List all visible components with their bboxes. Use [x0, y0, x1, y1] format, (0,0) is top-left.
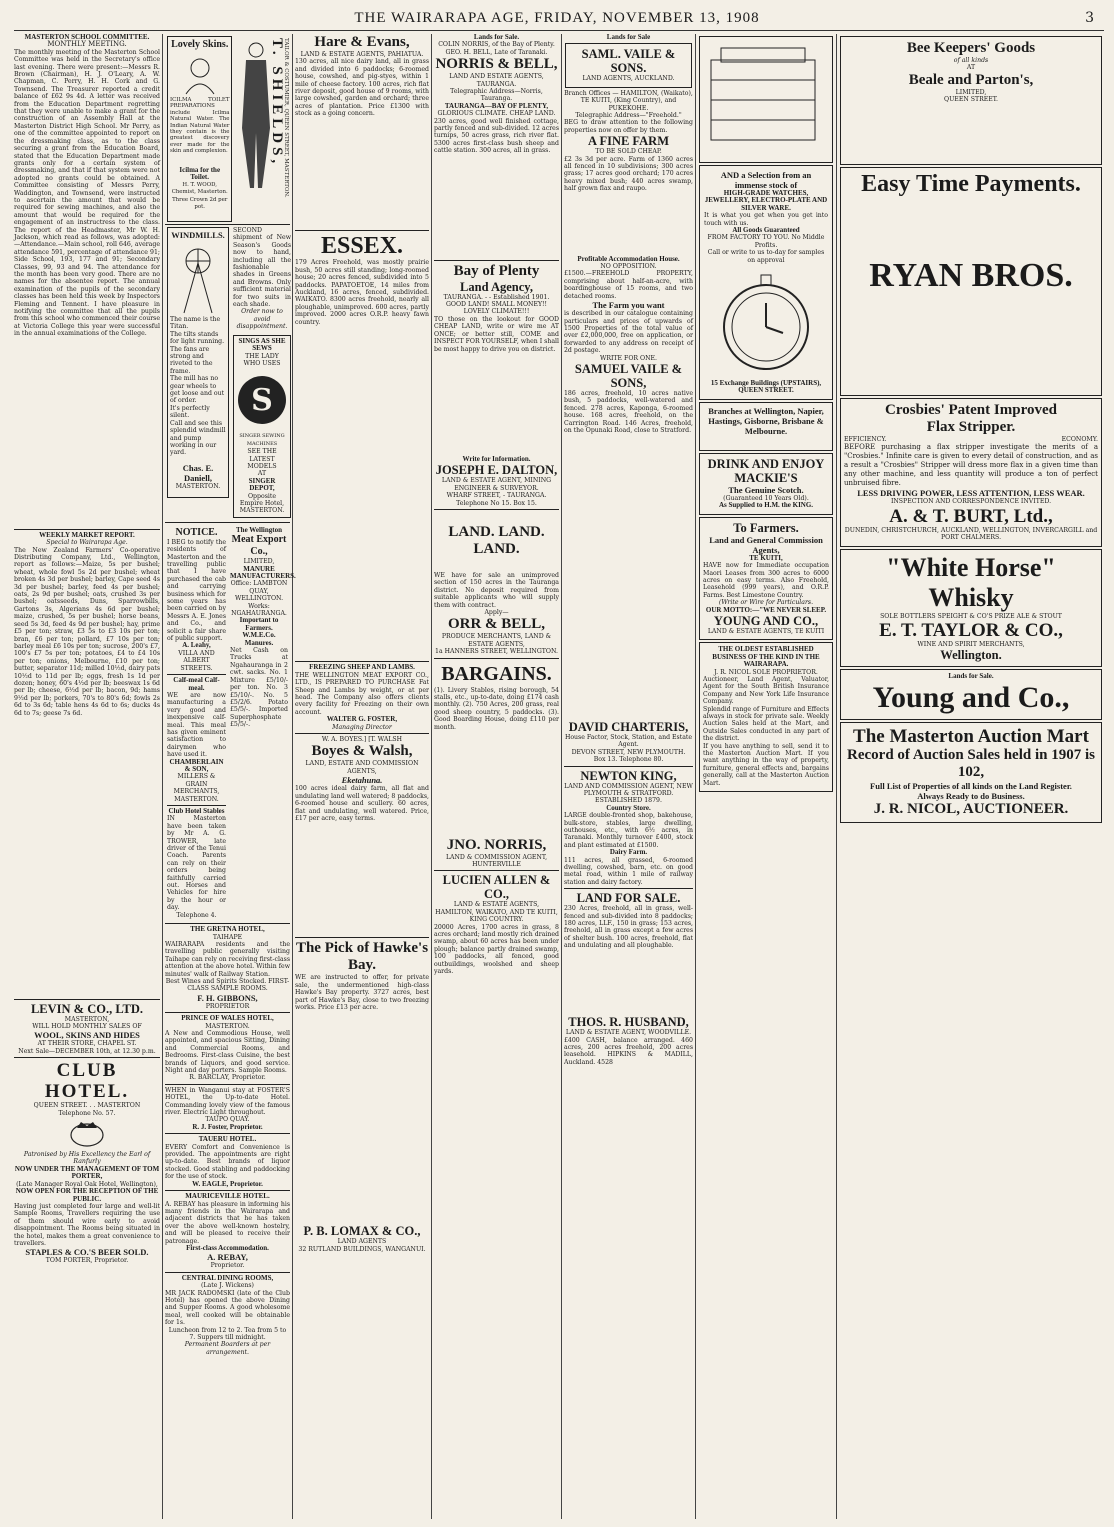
auction-mart-record-body: Splendid range of Furniture and Effects always in stock for private sale. Weekly Auction Sales held at the Mart, and Outside Sales conducted in any part of the district. [703, 705, 829, 743]
lomax-title: P. B. LOMAX & CO., [303, 1224, 421, 1239]
singer-logo-icon [236, 370, 288, 430]
column-rule [561, 34, 562, 1519]
orr-bell-address: 1a HANNERS STREET, WELLINGTON. [435, 648, 558, 656]
gretna-proprietor-title: PROPRIETOR [205, 1002, 250, 1010]
young-co-sub-2: LAND & ESTATE AGENTS, TE KUITI [707, 627, 825, 635]
newton-king-title: NEWTON KING, [580, 768, 677, 783]
calf-meal-sub: MILLERS & GRAIN MERCHANTS, MASTERTON. [173, 773, 220, 803]
mackies: MACKIE'S [734, 470, 798, 485]
orr-bell-apply: Apply— [484, 608, 509, 616]
crosbie-body: BEFORE purchasing a flax stripper investigate the merits of a "Crosbies." Infinite care is given to every detail of construction, and as a result a "Crosbies" Stripper will dress more flax in a given time than any other machine, and less quantity will produce a ton of perfect unbruised fibre. [844, 443, 1098, 488]
pow-title: PRINCE OF WALES HOTEL, [181, 1014, 274, 1023]
accommodation-title: Profitable Accommodation House. [577, 254, 680, 263]
tauranga-body: 230 acres, good well finished cottage, partly fenced and sub-divided. 12 acres turnips, 50 acres grass, rich river flat. 5300 acres first-class bush sheep and cattle station. 300 acres, all in grass. [434, 117, 559, 155]
boyes-walsh-title: Boyes & Walsh, [311, 743, 413, 760]
column-rule [695, 34, 696, 1519]
lady-portrait-icon [172, 54, 228, 94]
vaile-listings: 186 acres, freehold, 10 acres native bush, 5 paddocks, well-watered and fenced. 278 acres, Kaponga, 6-roomed house. 168 acres, freehold, on the Carrington Road. 146 Acres, freehold, on the Opunaki Road, close to Stratford. [564, 389, 693, 434]
market-subhead: Special to Wairarapa Age. [46, 539, 128, 547]
vaile-sub: LAND AGENTS, AUCKLAND. [582, 75, 675, 83]
icilma-ad [167, 36, 232, 222]
genuine-scotch: The Genuine Scotch. [728, 484, 804, 495]
lucien-allen-body: 20000 Acres, 1700 acres in grass, 8 acres orchard; land mostly rich drained swamp, about 60 acres has been under plough; balance partly drained swamp, 100 paddocks, all fenced, good outbuildings, woolshed and sheep yards. [434, 923, 559, 976]
bay-of-plenty-body: TO those on the lookout for GOOD CHEAP LAND, write or wire me AT ONCE; or better still, COME and INSPECT FOR YOURSELF, when I shall be most happy to drive you on district. [434, 315, 559, 353]
norris-bell-tel: Telegraphic Address—Norris, Tauranga. [450, 88, 543, 103]
mauriceville-body: A. REBAY has pleasure in informing his many friends in the Wairarapa and adjacent districts that he has taken over the above well-known hostelry, and will be pleased to receive their patronage. [165, 1200, 290, 1245]
fine-farm-title: A FINE FARM [587, 134, 669, 149]
vaile-branches: Branch Offices — HAMILTON, (Waikato), TE KUITI, (King Country), and PUKEKOHE. [564, 89, 693, 112]
land-land-land-title: LAND. LAND. LAND. [448, 523, 545, 557]
windmills-line: It's perfectly silent. [170, 404, 210, 420]
masthead-rule [14, 30, 1104, 31]
windmills-title: WINDMILLS. [171, 230, 225, 240]
svg-text:S: S [251, 383, 273, 419]
calf-meal-firm: CHAMBERLAIN & SON, [169, 757, 224, 773]
young-co-motto: OUR MOTTO:—"WE NEVER SLEEP. [705, 605, 827, 614]
stables-body: IN Masterton have been taken by Mr A. G. TROWER, late driver of the Tenui Coach. Parents can rely on their orders being faithfully carried out. Horses and Vehicles for hire by the hour or day. [167, 815, 226, 912]
masthead [0, 0, 1114, 28]
young-co-title-2: YOUNG AND CO., [713, 613, 819, 628]
dining-boarders: Permanent Boarders at per arrangement. [184, 1341, 271, 1356]
crosbie-economy: ECONOMY. [1061, 436, 1098, 443]
freezing-title: FREEZING SHEEP AND LAMBS. [309, 663, 415, 672]
club-hotel-open: NOW OPEN FOR THE RECEPTION OF THE PUBLIC. [15, 1187, 159, 1203]
club-hotel-management: NOW UNDER THE MANAGEMENT OF TOM PORTER, [14, 1164, 160, 1181]
singer-address: Opposite Empire Hotel, MASTERTON. [239, 492, 285, 515]
club-hotel-previous: (Late Manager Royal Oak Hotel, Wellington), [16, 1180, 158, 1188]
lomax-address: 32 RUTLAND BUILDINGS, WANGANUI. [298, 1245, 426, 1253]
gretna-proprietor: F. H. GIBBONS, [197, 992, 258, 1003]
hare-evans-body: 130 acres, all nice dairy land, all in grass and divided into 6 paddocks; 6-roomed house, cowshed, and pig-styes, within 1 mile of cheese factory. 100 acres, rich flat river deposit, good house of 9 rooms, with large cowshed, garden and orchard; three acres of plantation. Price £1300 with stock as a going concern. [295, 58, 429, 118]
shields-body: SECOND shipment of New Season's Goods now to hand, including all the fashionable shades in Greens and Browns. Only sufficient material for two suits in each shade. [233, 227, 291, 309]
club-hotel-body: Having just completed four large and well-lit Sample Rooms, Travellers requiring the use of them should wire early to avoid disappointment. The Rooms being situated in the hotel, makes them a great convenience to travellers. [14, 1202, 160, 1247]
meat-export-manure: MANURE MANUFACTURERS. [230, 564, 296, 580]
essex-body: 179 Acres Freehold, was mostly prairie bush, 50 acres still standing; long-roomed house; 20 acres fenced, subdivided into 5 paddocks. PAPATOETOE, 14 miles from Auckland, 16 acres, fenced, subdivided. WAIKATO. 8300 acres freehold, nearly all ploughable, unimproved. 600 acres, partly improved. 2000 acres O.R.P. heavy fawn country. [295, 259, 429, 326]
levin-line: WILL HOLD MONTHLY SALES OF [32, 1023, 142, 1031]
club-hotel-title: CLUB HOTEL. [44, 1060, 130, 1103]
windmills-ad [167, 227, 229, 498]
column-rule [836, 34, 837, 1519]
newton-king-established: ESTABLISHED 1879. [595, 797, 662, 805]
guaranteed-age: (Guaranteed 10 Years Old). [723, 494, 809, 502]
column-4 [434, 34, 559, 1519]
shields-subtitle: TAILOR & COSTUMIER, QUEEN STREET, MASTERTON. [283, 38, 289, 198]
freezing-body: THE WELLINGTON MEAT EXPORT CO., LTD., IS PREPARED TO PURCHASE Fat Sheep and Lambs by weight, or at per head. The Company also offers clients every facility for Freezing on their own account. [295, 671, 429, 716]
husband-sub: LAND & ESTATE AGENT, WOODVILLE. [565, 1029, 692, 1037]
charteris-tel: Box 13. Telephone 80. [593, 756, 664, 764]
farm-you-want-body: is described in our catalogue containing particulars and prices of upwards of 1500 Properties of the total value of over £2,000,000, free on application, or forwarded to any address on receipt of 2d postage. [564, 310, 693, 355]
white-horse-whisky: "White Horse" Whisky [886, 552, 1056, 612]
burt-address: DUNEDIN, CHRISTCHURCH, AUCKLAND, WELLINGTON, INVERCARGILL and PORT CHALMERS. [844, 526, 1098, 542]
dalton-sub: LAND & ESTATE AGENT, MINING ENGINEER & SURVEYOR. [441, 477, 552, 492]
taueru-proprietor: W. EAGLE, Proprietor. [192, 1179, 263, 1188]
dining-body: MR JACK RADOMSKI (late of the Club Hotel) has opened the above Dining and Supper Rooms. A good wholesome meal, well cooked will be obtainable for 1s. [165, 1289, 290, 1327]
easy-time-guarantee: All Goods Guaranteed [732, 226, 800, 235]
charteris-sub: House Factor, Stock, Station, and Estate Agent. [564, 733, 693, 749]
young-co-body: HAVE now for Immediate occupation Maori Leases from 300 acres to 6000 acres on easy terms. Also Freehold, Leasehold (999 years), and O.R.P. Farms. Best Limestone Country. [703, 562, 829, 599]
wmeco-manures: W.M.E.Co. Manures. [242, 631, 276, 647]
hare-evans-title: Hare & Evans, [314, 34, 410, 50]
bay-of-plenty-agency: Land Agency, [460, 279, 533, 294]
bee-keepers-at: AT [966, 64, 976, 72]
sole-bottlers: SOLE BOTTLERS SPEIGHT & CO'S PRIZE ALE & STOUT [880, 612, 1062, 620]
notice-title: NOTICE. [175, 526, 218, 538]
mauriceville-proprietor-title: Proprietor. [210, 1262, 245, 1270]
young-co-write: (Write or Wire for Particulars. [718, 599, 814, 607]
auction-mart-body: Auctioneer, Land Agent, Valuator, Agent for the South British Insurance Company and New York Life Insurance Company. [703, 675, 829, 706]
foster-proprietor: R. J. Foster, Proprietor. [192, 1122, 263, 1131]
royal-crest-icon [67, 1120, 107, 1148]
club-hotel-phone: Telephone No. 57. [58, 1109, 116, 1117]
dairy-farm-body: 111 acres, all grassed, 6-roomed dwelling, cowshed, barn, etc. on good metal road, within 1 mile of railway station and dairy factory. [564, 856, 693, 886]
taylor-place: Wellington. [940, 648, 1002, 663]
lucien-allen-title: LUCIEN ALLEN & CO., [442, 873, 551, 902]
auction-mart-sub: THE OLDEST ESTABLISHED BUSINESS OF THE KIND IN THE WAIRARAPA. [712, 645, 820, 669]
taueru-title: TAUERU HOTEL. [198, 1135, 257, 1144]
dining-sub: (Late J. Wickens) [201, 1282, 254, 1290]
club-hotel-street: QUEEN STREET. . . MASTERTON [33, 1102, 141, 1110]
notice-body: I BEG to notify the residents of Masterton and the travelling public that I have purchased the cab and carrying business which for some years has been carried on by Messrs A. E. Jones and Co., and solicit a fair share of public support. [167, 538, 227, 643]
windmills-firm: Chas. E. Daniell, [182, 462, 214, 483]
hipkins-ad-2: £400 CASH, balance arranged. 460 acres, 200 acres freehold, 200 acres leasehold. HIPKINS & MADILL, Auckland. 4528 [564, 1036, 693, 1066]
beale-parton-street: QUEEN STREET. [944, 96, 998, 104]
auction-mart-list-body: If you have anything to sell, send it to the Masterton Auction Mart. If you want anything in the way of property, furniture, general effects and, bargains generally, call at the Masterton Auction Mart. [703, 742, 829, 787]
auction-mart-proprietor: J. R. NICOL SOLE PROPRIETOR. [714, 668, 818, 676]
bargains-body: (1). Livery Stables, rising borough, 54 stalls, etc., up-to-date, doing £174 cash monthly. (2). 750 Acres, 200 grass, real good sheep country, 5 paddocks. (3). Good Boarding House, doing £110 per month. [434, 686, 559, 731]
gretna-place: TAIHAPE [212, 933, 243, 941]
fine-farm-body: £2 3s 3d per acre. Farm of 1360 acres all fenced in 10 subdivisions; 300 acres grass; 17 acres good orchard; 170 acres heavy mixed bush; 440 acres swamp, half grown flax and raupo. [564, 155, 693, 193]
windmills-line: The fans are strong and riveted to the frame. [170, 345, 213, 375]
column-1 [14, 34, 160, 1519]
meat-export-limited: LIMITED, [243, 558, 275, 566]
crosbie-inspection: INSPECTION AND CORRESPONDENCE INVITED. [890, 498, 1052, 506]
windmills-place: MASTERTON. [175, 482, 221, 490]
young-co-sub: Land and General Commission Agents, [709, 534, 823, 555]
icilma-brand: Icilma for the Toilet. [179, 166, 221, 182]
gretna-title: THE GRETNA HOTEL, [190, 925, 265, 934]
bay-of-plenty-title: Bay of Plenty [453, 262, 540, 279]
levin-next-sale: Next Sale—DECEMBER 10th, at 12.30 p.m. [18, 1047, 156, 1055]
crosbie-less-power: LESS DRIVING POWER, LESS ATTENTION, LESS WEAR. [857, 488, 1085, 499]
lands-for-sale-header-2: Lands for Sale [606, 33, 651, 41]
column-3 [295, 34, 429, 1519]
auction-mart-title: The Masterton Auction Mart [853, 725, 1089, 747]
column-rule [431, 34, 432, 1519]
column-6 [698, 34, 834, 1519]
crosbie-title: Crosbies' Patent Improved [885, 402, 1057, 418]
newspaper-title: THE WAIRARAPA AGE, FRIDAY, NOVEMBER 13, 1908 [354, 10, 760, 26]
charteris-title: DAVID CHARTERIS, [568, 719, 689, 734]
levin-goods: WOOL, SKINS AND HIDES [34, 1030, 140, 1041]
ryan-bros-title: RYAN BROS. [869, 257, 1073, 294]
lands-for-sale-header: Lands for Sale. [473, 33, 520, 41]
jno-norris-sub: LAND & COMMISSION AGENT, [445, 853, 548, 861]
pocket-watch-icon [711, 267, 821, 377]
orr-bell-title: ORR & BELL, [447, 616, 546, 633]
dining-title: CENTRAL DINING ROOMS, [181, 1273, 274, 1282]
levin-place: MASTERTON, [64, 1015, 110, 1023]
auction-record: Record of Auction Sales held in 1907 is 102, [847, 746, 1095, 780]
norris-bell-partners: COLIN NORRIS, of the Bay of Plenty. GEO. H. BELL, Late of Taranaki. [438, 41, 555, 56]
land-for-sale-title: LAND FOR SALE. [576, 891, 681, 906]
land-for-sale-body: 230 Acres, freehold, all in grass, well-fenced and sub-divided into 8 paddocks; 180 acres, LLF., 150 in grass; 153 acres, freehold, all in grass except a few acres of shelter bush. 100 acres, freehold, flat and undulating and all ploughable. [564, 905, 693, 950]
young-co-place: TE KUITI, [749, 553, 783, 562]
manure-prices: Net Cash on Trucks at Ngahauranga in 2 cwt. sacks. No. 1 Mixture £5/10/- per ton. No. 3 £5/10/-. No. 5 £5/2/6. Potato £5/5/-. Imported Superphosphate £5/5/-. [230, 647, 288, 729]
mauriceville-proprietor: A. REBAY, [207, 1252, 248, 1263]
beale-parton-title: Beale and Parton's, [908, 71, 1034, 88]
icilma-title: Lovely Skins. [171, 39, 229, 50]
dalton-title: JOSEPH E. DALTON, [435, 463, 558, 478]
crosbie-sub: Flax Stripper. [926, 419, 1016, 435]
calf-meal-title: Calf-meal Calf-meal. [173, 676, 220, 692]
newton-king-sub: LAND AND COMMISSION AGENT, NEW PLYMOUTH & STRATFORD. [564, 782, 693, 797]
market-headline: WEEKLY MARKET REPORT. [39, 530, 135, 539]
jno-norris-place: HUNTERVILLE [472, 860, 521, 868]
tauranga-title: TAURANGA—BAY OF PLENTY, [444, 101, 549, 110]
club-hotel-beer: STAPLES & CO.'S BEER SOLD. [25, 1247, 149, 1258]
taueru-body: EVERY Comfort and Convenience is provided. The appointments are right up-to-date. Best brands of liquor stocked. Good stabling and paddocking for the use of stock. [165, 1143, 290, 1181]
ryan-address: 15 Exchange Buildings (UPSTAIRS), QUEEN STREET. [710, 379, 822, 395]
vaile-title: SAML. VAILE & SONS. [581, 47, 676, 76]
singer-subhead: THE LADY WHO USES [243, 352, 281, 367]
windmill-icon [170, 243, 226, 313]
farm-you-want: The Farm you want [592, 300, 665, 311]
calf-meal-body: WE are now manufacturing a very good and inexpensive calf-meal. This meal has given eminent satisfaction to dairymen who have used it. [167, 691, 226, 759]
bargains-title: BARGAINS. [441, 662, 552, 685]
icilma-agent: H. T. WOOD, Chemist, Masterton. Three Crown 2d per pot. [171, 181, 228, 211]
dining-times: Luncheon from 12 to 2. Tea from 5 to 7. Suppers till midnight. [168, 1326, 287, 1341]
page-number: 3 [1085, 10, 1094, 26]
jno-norris-title: JNO. NORRIS, [446, 836, 547, 853]
lomax-sub: LAND AGENTS [337, 1238, 387, 1246]
boyes-names: W. A. BOYES.] [T. WALSH [321, 736, 403, 744]
norris-bell-title: NORRIS & BELL, [435, 56, 558, 73]
freezing-role: Managing Director [332, 723, 392, 731]
always-ready: Always Ready to do Business. [917, 790, 1025, 801]
pick-hawkes-bay-body: WE are instructed to offer, for private sale, the undermentioned high-class Hawke's Bay property. 3727 acres, best part of Hawke's Bay, close to two freezing works. Price £13 per acre. [295, 974, 429, 1011]
shields-name: T. SHIELDS, [269, 38, 285, 168]
mauriceville-title: MAURICEVILLE HOTEL. [185, 1192, 270, 1201]
crosbie-efficiency: EFFICIENCY. [844, 436, 887, 443]
vaile-telegraphic: Telegraphic Address—"Freehold." [575, 112, 682, 120]
mauriceville-accom: First-class Accommodation. [186, 1243, 269, 1252]
stables-title: Club Hotel Stables [168, 807, 225, 815]
singer-ad [233, 335, 291, 518]
bay-of-plenty-good: GOOD LAND! SMALL MONEY!! LOVELY CLIMATE!!! [445, 301, 548, 316]
market-article: The New Zealand Farmers' Co-operative Distributing Company, Ltd., Wellington, report as follows:—Maize, 5s per bushel; wheat, whole fowl 5s 2d per bushel; wheat broken 4s 3d per bushel; barley, Cape seed 4s 3d per bushel; barley, feed 4s per bushel; oats, 2s 9d per bushel; oats, crushed 3s per bushel; oatsseeds, Duns, Sparrowbills, Gartons 3s, Algerians 4s 6d per bushel; maize, crushed, 5s per bushel; horse beans, seed 5s 3d, feed 4s 9d per bushel; hay, prime £5 per ton; straw, £3 5s to £3 10s per ton; bran, £6 per ton; pollard, £7 10s per ton; barley meal £6 10s per ton; sucrose, 200's £7, 100's £7 5s per ton; potatoes, £4 to £4 10s per ton; onions, Melbourne, £10 per ton; butter, separator 11d; milled 10½d, dairy pats 10½d to 11d per lb; eggs, fresh 1s 1d per dozen; honey, 60's 4½d per lb; beeswax 1s 6d per lb; cheese, 6½d per lb; bacon, 9d; hams 9½d per lb; porkers, 70's to 80's 6d; fowls 2s 6d to 3s 6d; table hens 4s 6d to 6s; ducks 4s 6d to 7s; geese 7s 6d. [14, 546, 160, 717]
gretna-wines: Best Wines and Spirits Stocked. FIRST-CLASS SAMPLE ROOMS. [165, 977, 290, 993]
easy-time-payments-title: Easy Time Payments. [861, 171, 1081, 197]
column-7 [839, 34, 1103, 1519]
young-co-title: Young and Co., [872, 680, 1070, 714]
boyes-walsh-body: 100 acres ideal dairy farm, all flat and undulating land well watered; 8 paddocks, 6-roomed house and scullery. 60 acres, flat and undulating, well watered. Price, £17 per acre, easy terms. [295, 785, 429, 822]
write-for-one: WRITE FOR ONE. [599, 354, 658, 362]
land-land-land-body: WE have for sale an unimproved section of 150 acres in the Tauranga district. No deposit required from suitable applicants who will supply them with contract. [434, 571, 559, 609]
club-hotel-patron: Patronised by His Excellency the Earl of Ranfurly [23, 1151, 151, 1166]
meat-export-office: Office: LAMBTON QUAY, WELLINGTON. Works: NGAHAURANGA. [230, 580, 288, 618]
singer-headline: SINGS AS SHE SEWS [238, 336, 286, 353]
dairy-farm-title: Dairy Farm. [609, 848, 648, 857]
vaile-title-2: SAMUEL VAILE & SONS, [574, 361, 683, 390]
stables-tel: Telephone 4. [176, 911, 217, 919]
bay-of-plenty-write: Write for Information. [462, 454, 531, 463]
pow-proprietor: R. BARCLAY, Proprietor. [189, 1074, 266, 1082]
freezing-signature: WALTER G. FOSTER, [326, 715, 398, 724]
singer-cta: SEE THE LATEST MODELS [247, 448, 277, 470]
school-subhead: MONTHLY MEETING. [47, 40, 127, 49]
singer-logo-text: SINGER SEWING MACHINES [239, 433, 285, 447]
notice-address: VILLA AND ALBERT STREETS. [178, 649, 215, 672]
boyes-walsh-sub: LAND, ESTATE AND COMMISSION AGENTS, [305, 760, 419, 775]
lucien-allen-sub: LAND & ESTATE AGENTS, HAMILTON, WAIKATO, AND TE KUITI, KING COUNTRY. [435, 901, 558, 924]
singer-at: AT [257, 470, 267, 478]
ryan-branches: Branches at Wellington, Napier, Hastings, Gisborne, Brisbane & Melbourne. [708, 405, 824, 436]
bay-of-plenty-established: TAURANGA. - - Established 1901. [443, 293, 550, 301]
shields-ad [234, 34, 290, 224]
burt-title: A. & T. BURT, Ltd., [889, 505, 1053, 527]
school-headline: MASTERTON SCHOOL COMMITTEE. [24, 33, 150, 41]
auction-full-list: Full List of Properties of all kinds on the Land Register. [870, 780, 1072, 791]
country-store-body: LARGE double-fronted shop, bakehouse, bulk-store, stables, large dwelling, outhouses, etc., with 6½ acres, in Taranaki. Monthly turnover £400, stock and plant estimated at £1500. [564, 812, 693, 849]
accommodation-freehold: £1500.—FREEHOLD PROPERTY, comprising about half-an-acre, with boardinghouse of 15 rooms, and two detached rooms. [564, 270, 693, 300]
levin-name: LEVIN & CO., LTD. [30, 1001, 144, 1016]
dalton-address: WHARF STREET, - TAURANGA. Telephone No 15. Box 15. [446, 492, 547, 507]
drink-and-enjoy: DRINK AND ENJOY [707, 456, 825, 471]
to-farmers-title: To Farmers. [733, 520, 799, 535]
pow-body: A New and Commodious House, well appointed, and spacious Sitting, Dining and Commercial Rooms, and Bedrooms. First-class Cuisine, the best brands of Liquors, and good service. Night and day porters. Sample Rooms. [165, 1029, 290, 1074]
vaile-intro: BEG to draw attention to the following properties now on offer by them. [564, 119, 693, 134]
boyes-walsh-place: Eketahuna. [341, 775, 383, 786]
school-article: The monthly meeting of the Masterton School Committee was held in the Secretary's office last evening. There were present:—Messrs R. Brown (Chairman), H. J. O'Leary, A. W. Chapman, C. Perry, H. H. Cork and G. Townsend. The Treasurer reported a credit balance of £62 9s 4d. A letter was received from the Education Department regretting that they were unable to make a grant for the construction of an Assembly Hall at the Masterton District High School. Mr Perry, as one of the committee appointed to report on the dressmaking class, as to the class securing a grant from the Education Board, stated that the Education Department made grants only for a certain system of dressmaking, and that if that system were not adopted no grants could be obtained. A Committee consisting of Messrs Perry, Waddington, and Townsend, were instructed to ascertain the amount that would be required for sewing machines, and also the amount that would be required for the engagement of an instructress to the class. The report of the Headmaster, Mr W. H. Jackson, which read as follows, was adopted:—Attendance.—Main school, roll 646, average attendance 591, percentage of attendance 91; Side School, 193, 177 and 91; Secondary Classes, 99, 93 and 94. The attendance for the month has been very good. There are no names for the absentee report. The annual examination of the pupils of the secondary classes has been held this week by Inspectors Fleming and Tennent. I have pleasure in notifying the committee that all the pupils from this school who commenced their course at Victoria College this year were successful in the annual examinations of the College. [14, 48, 160, 338]
notice-signature: A. Leahy, [182, 641, 211, 650]
country-store-title: Country Store. [606, 803, 651, 812]
foster-quay: TAUPO QUAY. [205, 1116, 250, 1124]
column-2 [165, 34, 296, 1519]
lands-for-sale-header-3: Lands for Sale. [948, 672, 994, 681]
windmills-line: The mill has no gear wheels to get loose and out of order. [170, 375, 225, 405]
supplied-to-king: As Supplied to H.M. the KING. [718, 501, 814, 510]
shields-order: Order now to avoid disappointment. [236, 308, 288, 331]
taylor-sub: WINE AND SPIRIT MERCHANTS, [917, 641, 1025, 649]
tauranga-sub: GLORIOUS CLIMATE. CHEAP LAND. [437, 110, 556, 118]
charteris-address: DEVON STREET, NEW PLYMOUTH. [571, 748, 686, 756]
levin-where: AT THEIR STORE, CHAPEL ST. [37, 1040, 137, 1048]
bee-keepers-title: Bee Keepers' Goods [906, 40, 1036, 56]
easy-time-selection: AND a Selection from an immense stock of [720, 170, 812, 190]
gretna-body: WAIRARAPA residents and the travelling public generally visiting Taihape can rely on receiving first-class attention at the above hotel. Within few minutes' walk of Railway Station. [165, 940, 290, 978]
taylor-title: E. T. TAYLOR & CO., [879, 620, 1063, 642]
bee-keepers-sub: of all kinds [953, 57, 989, 64]
norris-bell-sub: LAND AND ESTATE AGENTS, TAURANGA. [449, 73, 544, 88]
easy-time-what: It is what you get when you get into touch with us. [704, 212, 828, 227]
meat-export-title: Meat Export Co., [231, 534, 287, 558]
orr-bell-sub: PRODUCE MERCHANTS, LAND & ESTATE AGENTS, [441, 633, 552, 648]
windmills-line: The tilts stands for light running. [170, 330, 225, 346]
easy-time-goods: HIGH-GRADE WATCHES, JEWELLERY, ELECTRO-PLATE AND SILVER WARE. [704, 189, 828, 212]
important-farmers: Important to Farmers. [239, 616, 279, 632]
icilma-text: ICILMA TOILET PREPARATIONS include Icilma Natural Water. The Indian Natural Water they contain is the greatest discovery ever made for the skin and complexion. [170, 97, 230, 155]
fine-farm-sub: TO BE SOLD CHEAP. [595, 148, 662, 156]
windmills-line: Call and see this splendid windmill and pump working in our yard. [170, 419, 226, 457]
essex-title: ESSEX. [320, 233, 404, 260]
singer-depot: SINGER DEPOT, [248, 476, 276, 493]
pow-place: MASTERTON. [205, 1022, 250, 1030]
column-5 [564, 34, 693, 1519]
column-rule [162, 34, 163, 1519]
foster-body: WHEN in Wanganui stay at FOSTER'S HOTEL, the Up-to-date Hotel. Commanding lovely view of the famous river. Electric Light throughout. [165, 1086, 290, 1117]
hare-evans-sub: LAND & ESTATE AGENTS, PAHIATUA. [300, 51, 424, 58]
beale-parton-limited: LIMITED, [955, 88, 987, 96]
nicol-auctioneer: J. R. NICOL, AUCTIONEER. [873, 800, 1069, 817]
meat-export-wellington: The Wellington [236, 525, 282, 534]
bee-hive-icon [703, 40, 823, 150]
windmills-line: The name is the Titan. [170, 316, 221, 331]
accommodation-no-opposition: NO OPPOSITION. [600, 263, 657, 271]
easy-time-call: Call or write to us to-day for samples on approval [707, 249, 825, 264]
club-hotel-proprietor: TOM PORTER, Proprietor. [45, 1257, 129, 1265]
pick-hawkes-bay-title: The Pick of Hawke's Bay. [295, 940, 429, 974]
easy-time-factory: FROM FACTORY TO YOU. No Middle Profits. [707, 234, 825, 249]
husband-title: THOS. R. HUSBAND, [568, 1015, 689, 1030]
